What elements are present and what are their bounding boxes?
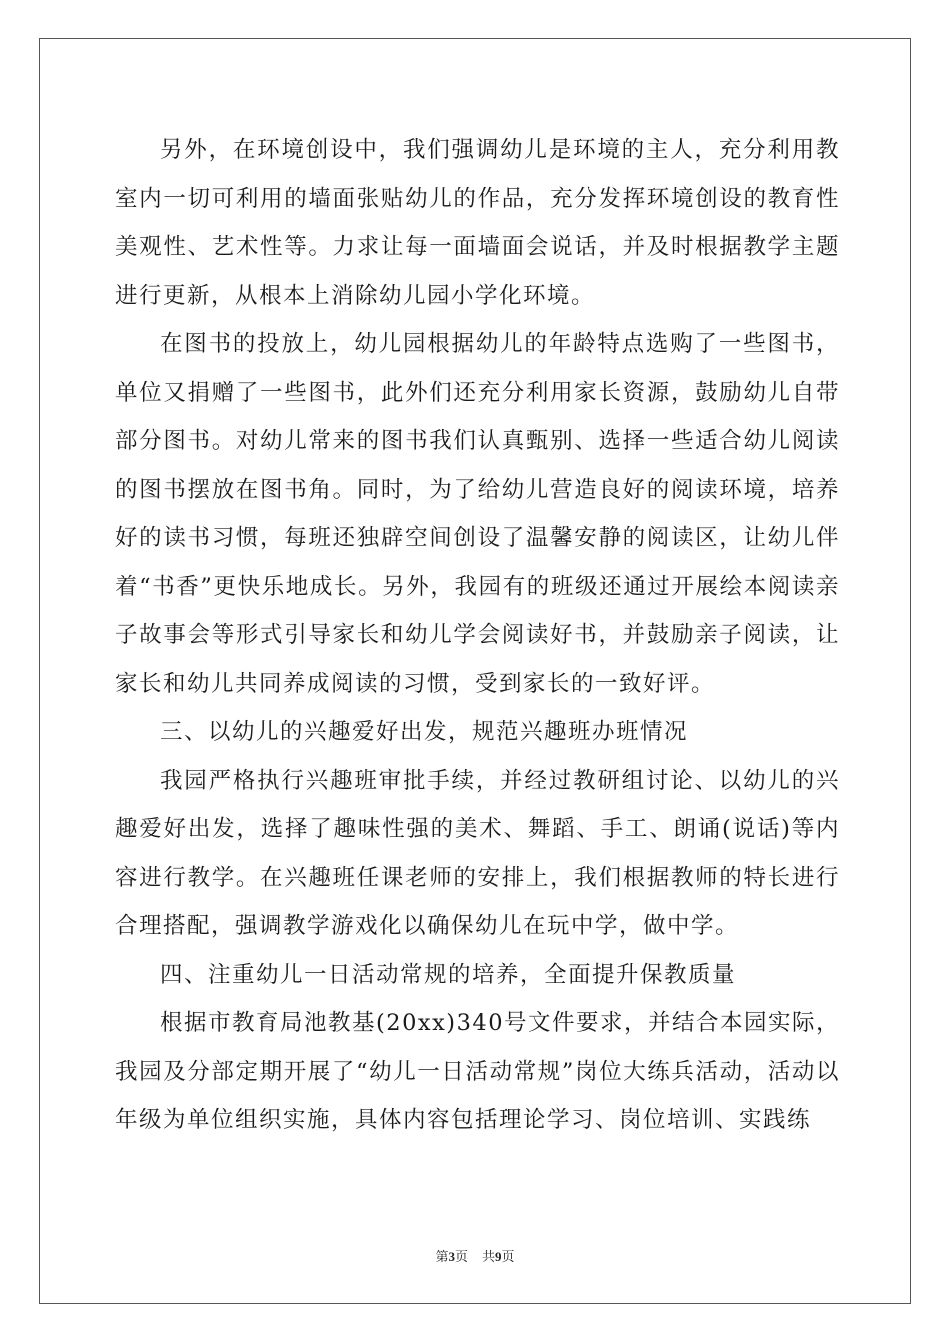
page-prefix: 第 — [435, 1250, 449, 1265]
total-pages: 9 — [495, 1249, 502, 1264]
total-prefix: 共 — [482, 1250, 496, 1265]
paragraph-interest-classes: 我园严格执行兴趣班审批手续，并经过教研组讨论、以幼儿的兴趣爱好出发，选择了趣味性强的美术、舞蹈、手工、朗诵(说话)等内容进行教学。在兴趣班任课老师的安排上，我们根据教师的特长进行合理搭配，强调教学游戏化以确保幼儿在玩中学，做中学。 — [115, 767, 840, 939]
page-suffix: 页 — [454, 1250, 468, 1265]
paragraph-books: 在图书的投放上，幼儿园根据幼儿的年龄特点选购了一些图书，单位又捐赠了一些图书，此外们还充分利用家长资源，鼓励幼儿自带部分图书。对幼儿常来的图书我们认真甄别、选择一些适合幼儿阅读的图书摆放在图书角。同时，为了给幼儿营造良好的阅读环境，培养好的读书习惯，每班还独辟空间创设了温馨安静的阅读区，让幼儿伴着“书香”更快乐地成长。另外，我园有的班级还通过开展绘本阅读亲子故事会等形式引导家长和幼儿学会阅读好书，并鼓励亲子阅读，让家长和幼儿共同养成阅读的习惯，受到家长的一致好评。 — [115, 331, 840, 697]
paragraph-daily-routine: 根据市教育局池教基(20xx)340号文件要求，并结合本园实际，我园及分部定期开展了“幼儿一日活动常规”岗位大练兵活动，活动以年级为单位组织实施，具体内容包括理论学习、岗位培训、实践练 — [115, 1010, 841, 1133]
section-heading-daily-routine: 四、注重幼儿一日活动常规的培养，全面提升保教质量 — [160, 961, 737, 988]
page-number: 3 — [448, 1249, 455, 1264]
page-footer — [0, 1248, 950, 1267]
paragraph-environment: 另外，在环境创设中，我们强调幼儿是环境的主人，充分利用教室内一切可利用的墙面张贴幼儿的作品，充分发挥环境创设的教育性美观性、艺术性等。力求让每一面墙面会说话，并及时根据教学主题进行更新，从根本上消除幼儿园小学化环境。 — [115, 137, 840, 309]
total-suffix: 页 — [501, 1250, 515, 1265]
section-heading-interest-classes: 三、以幼儿的兴趣爱好出发，规范兴趣班办班情况 — [160, 719, 689, 745]
document-body — [115, 126, 840, 1145]
